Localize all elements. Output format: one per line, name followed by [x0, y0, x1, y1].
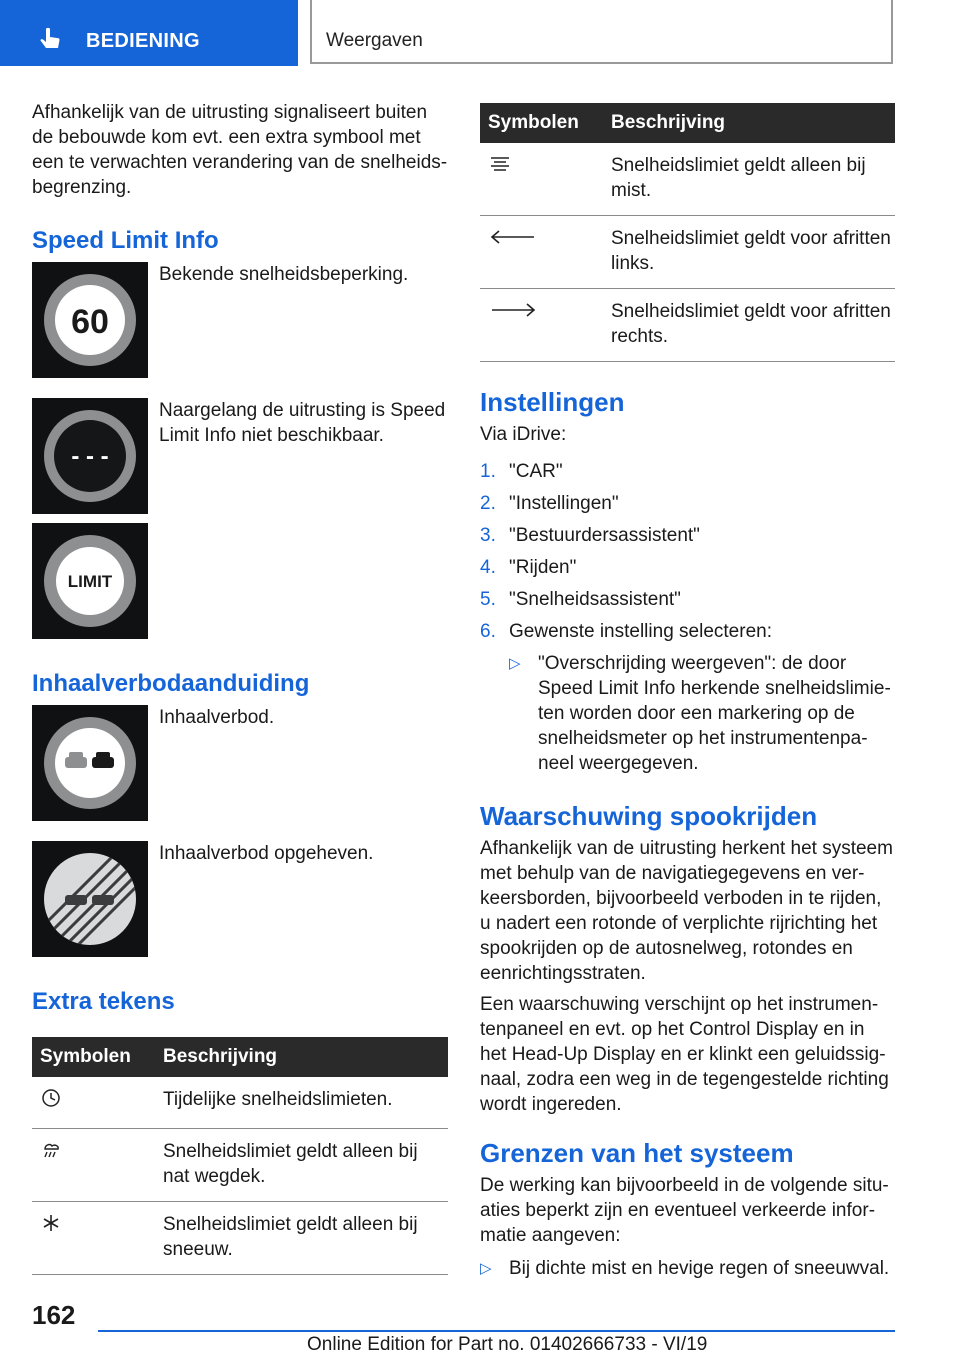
table-row — [480, 216, 895, 289]
extra-signs-table-continued — [480, 103, 895, 362]
triangle-bullet-icon: ▷ — [480, 1260, 492, 1277]
clock-icon — [40, 1087, 62, 1109]
speed-limit-60-sign-icon — [32, 262, 148, 378]
hand-pointer-icon — [36, 26, 66, 56]
table-cell: Snelheidslimiet geldt voor afritten rechts. — [603, 289, 895, 362]
left-column — [32, 100, 448, 1275]
list-item: 2. "Instellingen" — [480, 493, 619, 514]
table-cell: Tijdelijke snelheidslimieten. — [155, 1077, 448, 1129]
table-cell: Snelheidslimiet geldt alleen bij mist. — [603, 143, 895, 216]
table-row — [32, 1129, 448, 1202]
fog-icon — [488, 153, 512, 175]
list-item: 1. "CAR" — [480, 461, 563, 482]
overtaking-heading: Inhaalverbodaanduiding — [32, 670, 310, 697]
page-number: 162 — [32, 1300, 76, 1330]
sign-row-unavailable — [32, 398, 448, 523]
section-tab[interactable] — [0, 0, 298, 66]
limit-sign-icon — [32, 523, 148, 639]
subsection-label: Weergaven — [326, 30, 423, 51]
settings-heading: Instellingen — [480, 387, 625, 417]
col-desc-header: Beschrijving — [155, 1037, 448, 1077]
sign-60-text: 60 — [71, 303, 109, 341]
limits-bullet: ▷ Bij dichte mist en hevige regen of sneeuwval. — [480, 1258, 890, 1279]
snowflake-icon — [40, 1212, 62, 1234]
extra-signs-heading: Extra tekens — [32, 988, 175, 1015]
col-desc-header: Beschrijving — [603, 103, 895, 143]
intro-paragraph: Afhankelijk van de uitrusting signaliseert buiten de bebouwde kom evt. een extra symbool met een te verwachten verandering van de snelheidsbegrenzing. — [32, 102, 448, 198]
sign-row-limit — [32, 523, 448, 639]
table-row — [480, 143, 895, 216]
step6-subitem: ▷ "Overschrijding weergeven": de door Speed Limit Info herkende snelheidslimieten worden door een markering op de snelheidsmeter op het instrumentenpaneel weergegeven. — [509, 653, 891, 774]
overtaking-end-desc: Inhaalverbod opgeheven. — [159, 843, 374, 864]
wrongway-heading: Waarschuwing spookrijden — [480, 801, 818, 831]
arrow-left-icon — [488, 226, 538, 248]
sign-row-overtaking-end — [32, 841, 448, 957]
table-cell: Snelheidslimiet geldt alleen bij sneeuw. — [155, 1202, 448, 1275]
sign-row-no-overtaking — [32, 705, 448, 841]
list-item: 5. "Snelheidsassistent" — [480, 589, 681, 610]
list-item: 3. "Bestuurdersassistent" — [480, 525, 700, 546]
speed-limit-heading: Speed Limit Info — [32, 227, 219, 254]
list-item: 6. Gewenste instelling selecteren: — [480, 621, 772, 642]
settings-intro: Via iDrive: — [480, 424, 567, 445]
limits-intro: De werking kan bijvoorbeeld in de volgende situaties beperkt zijn en eventueel verkeerde informatie aangeven: — [480, 1175, 889, 1246]
col-symbol-header: Symbolen — [32, 1037, 155, 1077]
right-column — [480, 103, 895, 1281]
footer-edition — [307, 1334, 707, 1356]
settings-steps — [480, 459, 895, 644]
limits-heading: Grenzen van het systeem — [480, 1138, 794, 1168]
table-row — [480, 289, 895, 362]
edition-text: Online Edition for Part no. 01402666733 - VI/19 — [307, 1334, 708, 1355]
no-overtaking-desc: Inhaalverbod. — [159, 707, 275, 728]
table-row — [32, 1077, 448, 1129]
rain-cloud-icon — [40, 1139, 62, 1161]
wrongway-paragraph-2: Een waarschuwing verschijnt op het instrumentenpaneel en evt. op het Control Display en in het Head-Up Display en er klinkt een geluidssignaal, zodra een weg in de tegengestelde richting wordt ingereden. — [480, 994, 889, 1115]
speed-limit-unavailable-sign-icon — [32, 398, 148, 514]
sign-unavailable-desc: Naargelang de uitrusting is Speed Limit Info niet beschikbaar. — [159, 400, 446, 446]
footer-rule — [98, 1330, 895, 1332]
list-item: 4. "Rijden" — [480, 557, 577, 578]
table-cell: Snelheidslimiet geldt alleen bij nat wegdek. — [155, 1129, 448, 1202]
arrow-right-icon — [488, 299, 538, 321]
table-row — [32, 1202, 448, 1275]
page-header — [0, 0, 960, 66]
col-symbol-header: Symbolen — [480, 103, 603, 143]
section-label: BEDIENING — [86, 30, 200, 52]
no-overtaking-sign-icon — [32, 705, 148, 821]
overtaking-end-sign-icon — [32, 841, 148, 957]
triangle-bullet-icon: ▷ — [509, 655, 521, 672]
wrongway-paragraph-1: Afhankelijk van de uitrusting herkent het systeem met behulp van de navigatiegegevens en verkeersborden, bijvoorbeeld verboden in te rijden, u nadert een rotonde of verplichte rijrichting het spookrijden op de autosnelweg, rotondes en eenrichtingsstraten. — [480, 838, 893, 984]
table-cell: Snelheidslimiet geldt voor afritten links. — [603, 216, 895, 289]
subsection-tab[interactable] — [310, 0, 893, 64]
sign-row-60 — [32, 262, 448, 398]
sign-dashes-text: - - - — [71, 443, 109, 470]
sign-limit-text: LIMIT — [67, 572, 113, 591]
sign-60-desc: Bekende snelheidsbeperking. — [159, 264, 409, 285]
extra-signs-table — [32, 1037, 448, 1275]
